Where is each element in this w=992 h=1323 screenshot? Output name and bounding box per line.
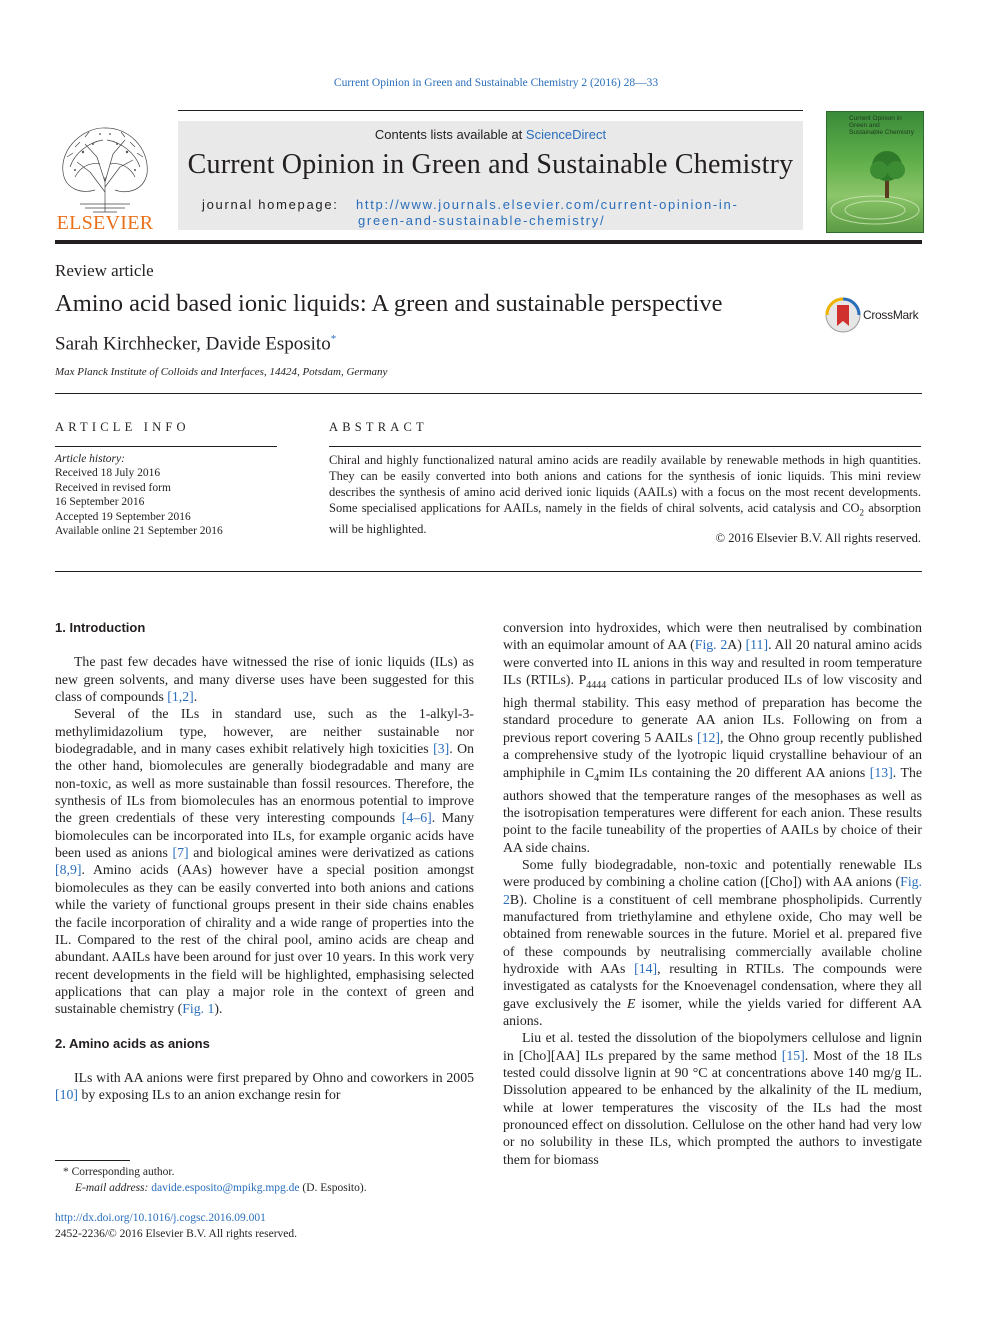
abstract-rule: [329, 446, 921, 447]
footnote: [55, 1165, 367, 1196]
sciencedirect-link[interactable]: ScienceDirect: [525, 127, 607, 142]
journal-cover-thumbnail[interactable]: [826, 111, 924, 233]
text-run: . All 20 natural amino acids were converted into IL anions in this way and resulted in room temperature ILs (RTILs). P: [503, 637, 922, 688]
paragraph: [55, 1069, 474, 1104]
paragraph: [503, 856, 922, 1029]
homepage-label: journal homepage:: [202, 197, 339, 212]
footnote-rule: [55, 1160, 130, 1161]
left-column: [55, 619, 474, 1104]
cover-title-line: Sustainable Chemistry: [849, 129, 915, 136]
text-run: mim ILs containing the 20 different AA anions: [599, 764, 870, 780]
contents-prefix: Contents lists available at: [374, 127, 526, 142]
page-footer: [55, 1211, 297, 1242]
footnote-corresponding-text: Corresponding author.: [71, 1166, 175, 1178]
reference-link[interactable]: [12]: [696, 729, 720, 745]
issn-copyright: 2452-2236/© 2016 Elsevier B.V. All rights reserved.: [55, 1227, 298, 1240]
footnote-email: [55, 1181, 367, 1197]
abstract-copyright: © 2016 Elsevier B.V. All rights reserved.: [715, 531, 921, 545]
crossmark-badge[interactable]: [825, 296, 925, 336]
article-history: [55, 452, 223, 538]
text-run: Some fully biodegradable, non-toxic and potentially renewable ILs were produced by combining a choline cation ([Cho]) with AA anions (: [503, 856, 922, 890]
text-run: , resulting in RTILs. The compounds were investigated as catalysts for the Knoevenagel condensation, where they all gave exclusively the: [503, 961, 922, 1011]
section-heading-introduction: 1. Introduction: [55, 620, 146, 635]
text-run: . Amino acids (AAs) however have a special position amongst biomolecules as they can be easily converted into both anions and cations while the variety of functional groups present in their side chains enables the facile incorporation of chirality and a wide range of properties into the IL. Compared to the rest of the chiral pool, amino acids are cheap and abundant. AAILs have been around for just over 10 years. In this work very recent developments in the field will be highlighted, emphasising selected applications that can play a major role in the context of green and sustainable chemistry (: [55, 862, 474, 1017]
reference-link[interactable]: Fig. 2: [694, 637, 728, 653]
reference-link[interactable]: [11]: [745, 637, 769, 653]
meta-rule: [55, 393, 922, 394]
publisher-wordmark: ELSEVIER: [56, 212, 154, 234]
reference-link[interactable]: [4–6]: [401, 810, 432, 826]
text-run: by exposing ILs to an anion exchange resin for: [78, 1087, 341, 1103]
reference-link[interactable]: [8,9]: [55, 862, 82, 878]
history-item: Received 18 July 2016: [55, 467, 161, 480]
reference-link[interactable]: [14]: [634, 961, 658, 977]
section-heading-amino-acids-as-anions: 2. Amino acids as anions: [55, 1035, 210, 1051]
crossmark-label: CrossMark: [863, 308, 919, 322]
email-label: E-mail address:: [75, 1181, 149, 1194]
article-title: Amino acid based ionic liquids: A green and sustainable perspective: [55, 290, 723, 317]
homepage-url-line2[interactable]: green-and-sustainable-chemistry/: [358, 213, 606, 228]
journal-citation[interactable]: Current Opinion in Green and Sustainable Chemistry 2 (2016) 28—33: [333, 77, 659, 89]
text-run: ).: [214, 1001, 223, 1017]
text-run: The past few decades have witnessed the rise of ionic liquids (ILs) as new green solvents, and many diverse uses have been suggested for this class of compounds: [55, 654, 474, 705]
article-info-rule: [55, 446, 277, 447]
cover-title: [849, 115, 914, 136]
paragraph: [503, 1029, 922, 1168]
abstract-text: [329, 452, 921, 537]
abstract-bottom-rule: [55, 571, 922, 572]
subscript: 4444: [586, 679, 607, 691]
history-item: Available online 21 September 2016: [55, 525, 223, 538]
text-run: ILs with AA anions were first prepared by Ohno and coworkers in 2005: [74, 1069, 474, 1085]
footnote-corresponding: [55, 1165, 367, 1181]
doi-link[interactable]: http://dx.doi.org/10.1016/j.cogsc.2016.09.001: [55, 1212, 266, 1224]
reference-link[interactable]: Fig. 1: [182, 1001, 215, 1017]
reference-link[interactable]: [3]: [433, 741, 450, 757]
text-run: cations in particular produced ILs of low viscosity and high thermal stability. This easy method of preparation has become the standard procedure to generate AA anion ILs. Following on from a previous report covering 5 AAILs: [503, 672, 922, 745]
homepage-url-line1[interactable]: http://www.journals.elsevier.com/current-opinion-in-: [356, 197, 739, 212]
article-info-heading: ARTICLE INFO: [55, 420, 190, 434]
homepage-url[interactable]: [356, 197, 786, 229]
text-run: A): [727, 637, 746, 653]
abstract-body: Chiral and highly functionalized natural amino acids are readily available by renewable methods in high quantities. They can be easily converted into both anions and cations for the synthesis of ionic liquids. This mini review describes the synthesis of amino acid derived ionic liquids (AAILs) with a focus on the most recent developments. Some specialised applications for AAILs, namely in the fields of chiral solvents, acid catalysis and CO: [329, 453, 921, 516]
subscript: 4: [594, 772, 600, 784]
history-label: Article history:: [55, 453, 125, 465]
authors-text: Sarah Kirchhecker, Davide Esposito: [55, 333, 331, 355]
crossmark-icon: [825, 296, 861, 334]
text-run: . Many biomolecules can be incorporated into ILs, for example organic acids have been used as anions: [55, 810, 474, 861]
author-email-link[interactable]: davide.esposito@mpikg.mpg.de: [151, 1181, 300, 1194]
reference-link[interactable]: [7]: [172, 845, 189, 861]
text-run: and biological amines were derivatized as cations: [188, 845, 475, 861]
abstract-subscript: 2: [859, 507, 864, 518]
cover-title-line: Green and: [849, 122, 880, 129]
article-type: Review article: [55, 261, 154, 280]
text-run: . The authors showed that the temperature ranges of the mesophases as well as the isotropisation temperatures were different for each anion. These results point to the facile tuneability of the properties of AAILs by choice of their AA side chains.: [503, 764, 922, 855]
corresponding-author-mark[interactable]: *: [330, 333, 337, 345]
reference-link[interactable]: Fig. 2: [503, 874, 922, 907]
history-item: 16 September 2016: [55, 496, 145, 509]
journal-title: Current Opinion in Green and Sustainable Chemistry: [187, 149, 794, 180]
header-thick-rule: [55, 240, 922, 244]
abstract-body-end: absorption will be highlighted.: [329, 501, 921, 536]
reference-link[interactable]: [1,2]: [167, 689, 194, 705]
text-run: . On the other hand, biomolecules are generally biodegradable and many are non-toxic, as well as more sustainable than fossil resources. Therefore, the synthesis of ILs from biomolecules has an enormous potential to improve the green credentials of these very interesting compounds: [55, 741, 475, 826]
author-list: [55, 333, 336, 355]
text-run: conversion into hydroxides, which were then neutralised by combination with an equimolar amount of AA (: [503, 620, 922, 653]
footnote-mark: *: [63, 1166, 69, 1178]
paragraph: [503, 619, 922, 856]
right-column: [503, 619, 922, 1168]
italic-text: E: [627, 995, 636, 1011]
header-rule: [178, 110, 803, 111]
cover-title-line: Current Opinion in: [849, 115, 902, 122]
text-run: Several of the ILs in standard use, such as the 1-alkyl-3-methylimidazolium type, however, are neither sustainable nor biodegradable, and in many cases exhibit relatively high toxicities: [55, 706, 474, 757]
text-run: B). Choline is a constituent of cell membrane phospholipids. Currently manufactured from triethylamine and ethylene oxide, Cho may well be obtained from renewable sources in the future. Moriel et al. prepared five of these compounds by neutralising commercially available choline hydroxide with AAs: [503, 891, 922, 977]
text-run: . Most of the 18 ILs tested could dissolve lignin at 90 °C at concentrations above 140 mg/g IL. Dissolution appeared to be enhanced by the alkalinity of the IL medium, while at lower temperatures the viscosity of the ILs had the most pronounced effect on dissolution. Cellulose on the other hand had very low or no solubility in these ILs, which prompted the authors to investigate them for biomass: [503, 1047, 922, 1167]
reference-link[interactable]: [15]: [781, 1047, 805, 1063]
text-run: .: [193, 689, 198, 705]
cover-tree-image: [827, 140, 923, 232]
text-run: , the Ohno group recently published a comprehensive study of the lyotropic liquid crystalline behaviour of an amphiphile in C: [503, 729, 922, 780]
affiliation: Max Planck Institute of Colloids and Interfaces, 14424, Potsdam, Germany: [55, 366, 388, 378]
journal-banner: [178, 121, 803, 230]
text-run: Liu et al. tested the dissolution of the biopolymers cellulose and lignin in [Cho][AA] ILs prepared by the same method: [503, 1030, 922, 1063]
text-run: isomer, while the yields varied for different AA anions.: [503, 995, 922, 1029]
history-item: Received in revised form: [55, 481, 171, 494]
paragraph: [55, 705, 474, 1017]
abstract-heading: ABSTRACT: [329, 420, 428, 434]
reference-link[interactable]: [13]: [869, 764, 893, 780]
history-item: Accepted 19 September 2016: [55, 510, 191, 523]
journal-homepage: [202, 197, 739, 228]
reference-link[interactable]: [10]: [55, 1087, 78, 1103]
email-owner: (D. Esposito).: [302, 1181, 367, 1194]
contents-line: [178, 127, 803, 142]
paragraph: [55, 653, 474, 705]
